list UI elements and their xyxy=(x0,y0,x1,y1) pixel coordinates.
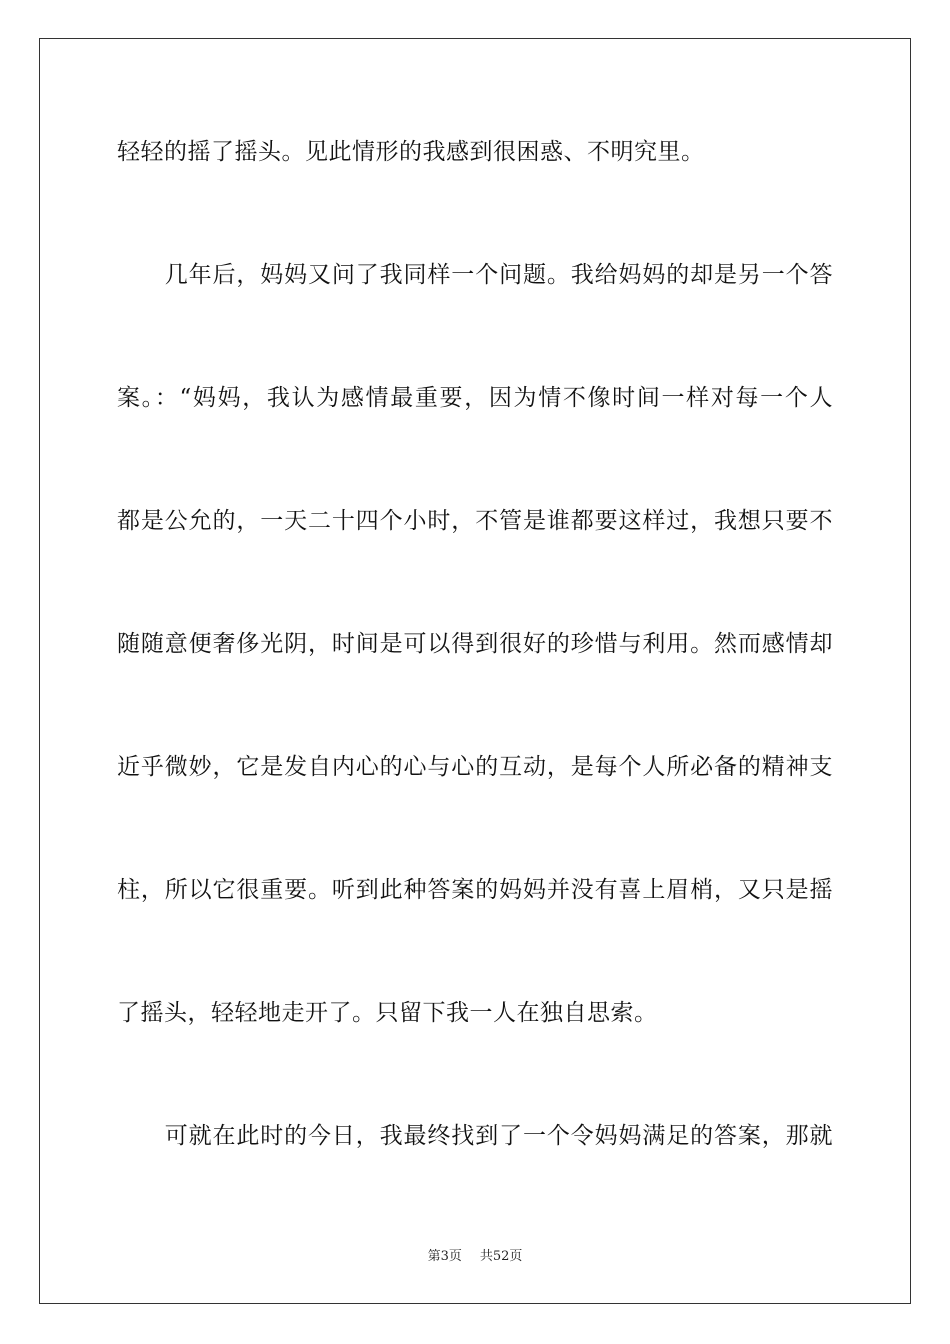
text-line-9: 可就在此时的今日，我最终找到了一个令妈妈满足的答案，那就 xyxy=(117,1123,833,1149)
text-line-7: 柱，所以它很重要。听到此种答案的妈妈并没有喜上眉梢，又只是摇 xyxy=(117,877,833,903)
text-line-6: 近乎微妙，它是发自内心的心与心的互动，是每个人所必备的精神支 xyxy=(117,754,833,780)
text-line-2: 几年后，妈妈又问了我同样一个问题。我给妈妈的却是另一个答 xyxy=(117,262,833,288)
page-total: 共52页 xyxy=(479,1249,523,1264)
page-border xyxy=(39,38,911,1304)
text-line-8: 了摇头，轻轻地走开了。只留下我一人在独自思索。 xyxy=(117,1000,658,1026)
page-number: 第3页 xyxy=(427,1249,462,1264)
text-line-5: 随随意便奢侈光阴，时间是可以得到很好的珍惜与利用。然而感情却 xyxy=(117,631,833,657)
page-footer xyxy=(0,1248,950,1266)
text-line-1: 轻轻的摇了摇头。见此情形的我感到很困惑、不明究里。 xyxy=(117,139,705,165)
text-line-3: 案。：“妈妈，我认为感情最重要，因为情不像时间一样对每一个人 xyxy=(117,385,833,411)
text-line-4: 都是公允的，一天二十四个小时，不管是谁都要这样过，我想只要不 xyxy=(117,508,833,534)
